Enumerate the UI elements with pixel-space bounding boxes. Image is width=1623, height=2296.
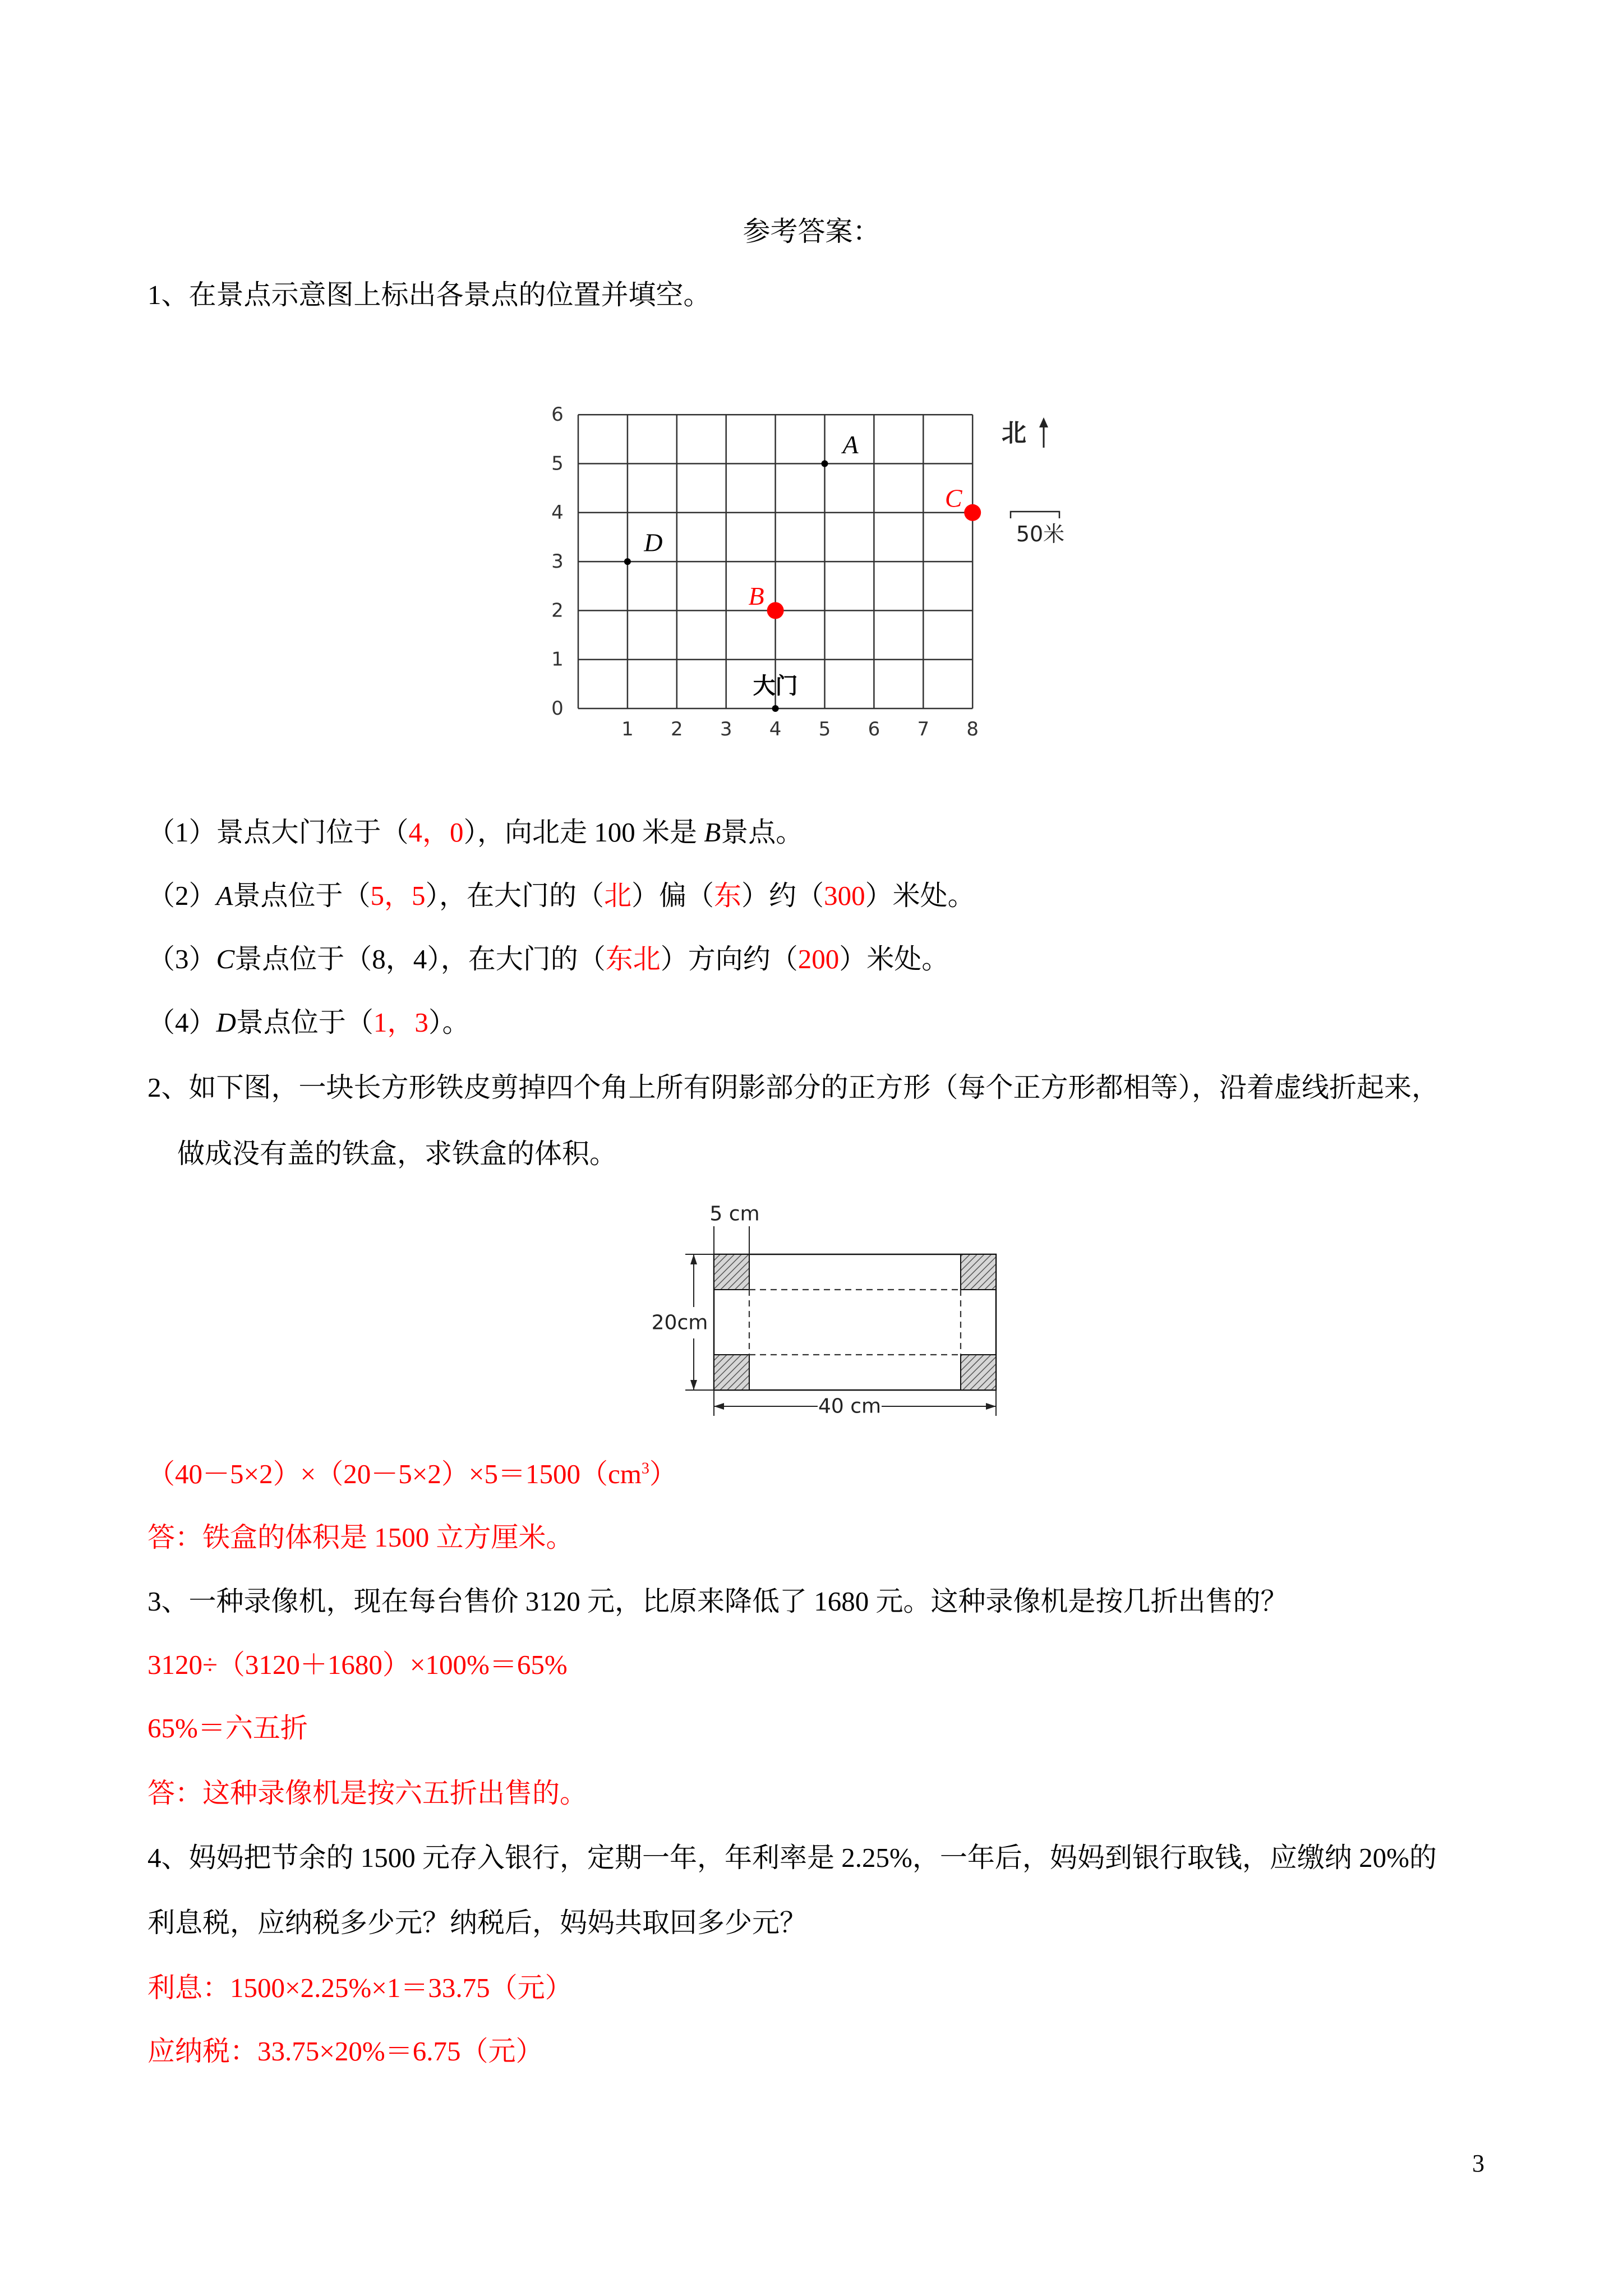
question-4-prompt-line-1: 4、妈妈把节余的 1500 元存入银行，定期一年，年利率是 2.25%，一年后，妈妈到银行取钱，应缴纳 20%的 <box>147 1842 1437 1873</box>
question-4-step-1: 利息：1500×2.25%×1＝33.75（元） <box>147 1972 573 2003</box>
y-tick-label: 5 <box>551 452 564 475</box>
x-tick-label: 5 <box>818 718 831 740</box>
question-4-step-2: 应纳税：33.75×20%＝6.75（元） <box>147 2036 543 2067</box>
text-run: ）。 <box>428 1007 470 1038</box>
answer-1-4 <box>147 1003 469 1042</box>
north-arrow-icon <box>1039 417 1048 427</box>
map-y-tick-labels <box>551 403 564 720</box>
point-b <box>749 582 784 619</box>
y-tick-label: 2 <box>551 599 564 622</box>
point-marker <box>822 461 828 467</box>
question-2-answer: 答：铁盒的体积是 1500 立方厘米。 <box>147 1522 574 1553</box>
y-tick-label: 1 <box>551 648 564 671</box>
text-run: （2） <box>147 880 216 911</box>
map-points <box>624 430 981 712</box>
answer-1-1 <box>147 813 803 852</box>
sheet-outline <box>714 1254 996 1390</box>
answer-fill: 东北 <box>605 944 661 974</box>
question-2-prompt-line-1: 2、如下图，一块长方形铁皮剪掉四个角上所有阴影部分的正方形（每个正方形都相等），沿着虚线折起来， <box>147 1072 1440 1103</box>
point-marker <box>964 504 981 521</box>
point-d <box>624 528 663 565</box>
answer-fill: 4，0 <box>408 817 464 848</box>
height-label: 20cm <box>651 1311 708 1335</box>
text-run: ），在大门的（ <box>425 880 604 911</box>
text-run: 景点。 <box>721 817 804 848</box>
y-tick-label: 3 <box>551 550 564 573</box>
point-label: D <box>644 528 663 557</box>
question-1-prompt: 1、在景点示意图上标出各景点的位置并填空。 <box>147 279 711 310</box>
x-tick-label: 1 <box>621 718 634 740</box>
point-label: A <box>842 430 859 459</box>
point-a <box>822 430 859 467</box>
cut-corner-square <box>714 1355 749 1390</box>
scale-bar <box>1011 512 1064 546</box>
y-tick-label: 6 <box>551 403 564 426</box>
point-name: C <box>216 944 235 974</box>
text-run: ），向北走 100 米是 <box>463 817 704 848</box>
map-x-tick-labels <box>621 718 979 740</box>
answer-fill: 1，3 <box>373 1007 428 1038</box>
question-3-answer: 答：这种录像机是按六五折出售的。 <box>147 1778 588 1809</box>
point-c <box>945 484 981 521</box>
page-number: 3 <box>1472 2150 1484 2177</box>
cut-corner-square <box>714 1254 749 1290</box>
answer-fill: 200 <box>797 944 840 974</box>
question-4-prompt-line-2: 利息税，应纳税多少元？纳税后，妈妈共取回多少元？ <box>147 1907 808 1938</box>
gate-point <box>753 673 798 712</box>
cut-corner-square <box>961 1355 996 1390</box>
answer-fill: 5，5 <box>370 880 426 911</box>
point-label: 大门 <box>753 673 798 699</box>
text-run: 景点位于（8，4），在大门的（ <box>234 944 606 974</box>
answer-fill: 3 <box>641 1460 649 1478</box>
question-3-step-1: 3120÷（3120＋1680）×100%＝65% <box>147 1649 568 1680</box>
text-run: ）约（ <box>741 880 824 911</box>
point-name: B <box>704 817 721 848</box>
question-3-step-2: 65%＝六五折 <box>147 1713 308 1743</box>
x-tick-label: 3 <box>720 718 732 740</box>
point-name: D <box>216 1007 236 1038</box>
answer-fill: 300 <box>824 880 865 911</box>
text-run: ）偏（ <box>631 880 714 911</box>
text-run: （3） <box>147 944 216 974</box>
map-grid <box>578 415 972 708</box>
x-tick-label: 6 <box>868 718 880 740</box>
text-run: 景点位于（ <box>233 880 371 911</box>
answer-fill: （40－5×2）×（20－5×2）×5＝1500（cm <box>147 1458 642 1489</box>
question-2-prompt-line-2: 做成没有盖的铁盒，求铁盒的体积。 <box>177 1138 617 1169</box>
north-indicator <box>1002 417 1048 448</box>
scale-label: 50米 <box>1016 522 1065 546</box>
answer-1-2 <box>147 876 975 915</box>
question-3-prompt: 3、一种录像机，现在每台售价 3120 元，比原来降低了 1680 元。这种录像机是按几折出售的？ <box>147 1586 1288 1617</box>
x-tick-label: 7 <box>917 718 930 740</box>
x-tick-label: 2 <box>670 718 683 740</box>
scenic-spot-map <box>527 393 1122 757</box>
point-label: B <box>748 581 764 610</box>
point-label: C <box>944 484 962 513</box>
point-marker <box>772 705 779 712</box>
text-run: 景点位于（ <box>236 1007 374 1038</box>
sheet-metal-figure <box>651 1195 1043 1430</box>
answer-fill: 北 <box>604 880 632 911</box>
width-label: 40 cm <box>818 1395 882 1418</box>
scale-bar-line <box>1011 512 1059 518</box>
point-marker <box>624 558 631 565</box>
cut-corner-square <box>961 1254 996 1290</box>
point-name: A <box>216 880 233 911</box>
answer-fill: ） <box>649 1458 677 1489</box>
text-run: ）方向约（ <box>660 944 798 974</box>
answer-1-3 <box>147 940 949 979</box>
y-tick-label: 4 <box>551 501 564 524</box>
question-2-solution <box>147 1455 677 1494</box>
text-run: （1）景点大门位于（ <box>147 817 409 848</box>
x-tick-label: 4 <box>769 718 782 740</box>
corner-size-label: 5 cm <box>709 1202 760 1226</box>
text-run: （4） <box>147 1007 216 1038</box>
x-tick-label: 8 <box>966 718 979 740</box>
answer-fill: 东 <box>714 880 742 911</box>
page-title: 参考答案： <box>743 216 880 247</box>
text-run: ）米处。 <box>839 944 949 974</box>
north-label: 北 <box>1002 418 1026 448</box>
y-tick-label: 0 <box>551 697 564 720</box>
point-marker <box>767 602 784 619</box>
text-run: ）米处。 <box>865 880 975 911</box>
